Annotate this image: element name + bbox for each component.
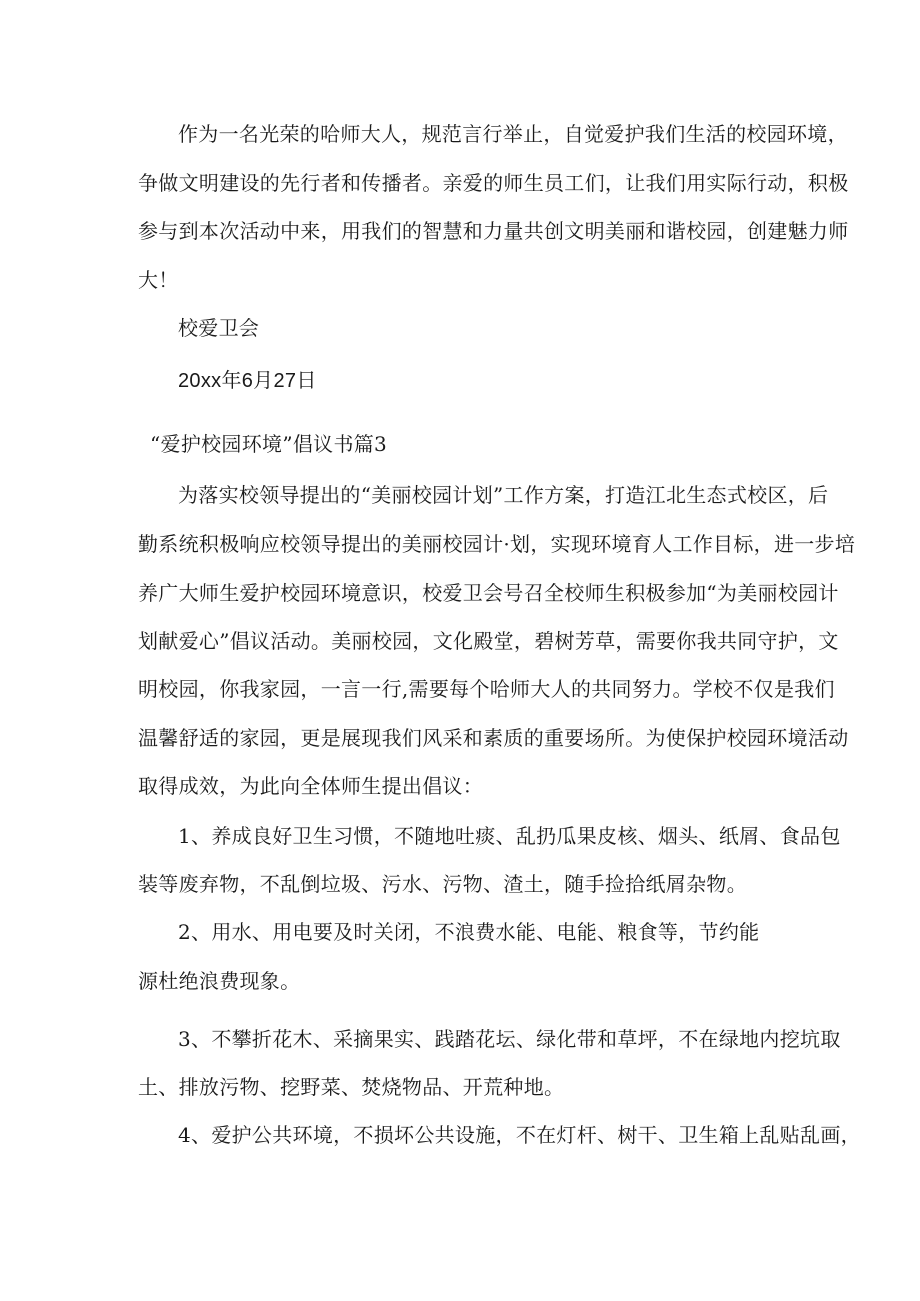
paragraph-2-line-1: 为落实校领导提出的“美丽校园计划”工作方案，打造江北生态式校区，后	[178, 483, 829, 507]
item-1-line-2: 装等废弃物，不乱倒垃圾、污水、污物、渣土，随手捡拾纸屑杂物。	[138, 872, 747, 896]
paragraph-2-line-2: 勤系统积极响应校领导提出的美丽校园计·划，实现环境育人工作目标，进一步培	[138, 532, 856, 556]
item-1-line-1: 1、养成良好卫生习惯，不随地吐痰、乱扔瓜果皮核、烟头、纸屑、食品包	[178, 824, 841, 848]
signature-date: 20xx年6月27日	[178, 370, 317, 392]
item-4-line-1: 4、爱护公共环境，不损坏公共设施，不在灯杆、树干、卫生箱上乱贴乱画，	[178, 1123, 861, 1147]
paragraph-2-line-7: 取得成效，为此向全体师生提出倡议：	[138, 774, 484, 798]
paragraph-2-line-4: 划献爱心”倡议活动。美丽校园，文化殿堂，碧树芳草，需要你我共同守护，文	[138, 629, 839, 653]
signature-org: 校爱卫会	[178, 316, 260, 340]
paragraph-1-line-1: 作为一名光荣的哈师大人，规范言行举止，自觉爱护我们生活的校园环境，	[178, 122, 848, 146]
paragraph-2-line-6: 温馨舒适的家园，更是展现我们风采和素质的重要场所。为使保护校园环境活动	[138, 726, 849, 750]
paragraph-2-line-3: 养广大师生爱护校园环境意识，校爱卫会号召全校师生积极参加“为美丽校园计	[138, 581, 839, 605]
item-3-line-2: 土、排放污物、挖野菜、焚烧物品、开荒种地。	[138, 1075, 565, 1099]
paragraph-1-line-4: 大！	[138, 268, 179, 292]
item-2-line-2: 源杜绝浪费现象。	[138, 969, 301, 993]
paragraph-1-line-2: 争做文明建设的先行者和传播者。亲爱的师生员工们，让我们用实际行动，积极	[138, 171, 849, 195]
section-title: “爱护校园环境”倡议书篇3	[150, 432, 388, 456]
item-2-line-1: 2、用水、用电要及时关闭，不浪费水能、电能、粮食等，节约能	[178, 920, 760, 944]
item-3-line-1: 3、不攀折花木、采摘果实、践踏花坛、绿化带和草坪，不在绿地内挖坑取	[178, 1027, 841, 1051]
paragraph-2-line-5: 明校园，你我家园，一言一行,需要每个哈师大人的共同努力。学校不仅是我们	[138, 677, 835, 701]
paragraph-1-line-3: 参与到本次活动中来，用我们的智慧和力量共创文明美丽和谐校园，创建魅力师	[138, 219, 849, 243]
